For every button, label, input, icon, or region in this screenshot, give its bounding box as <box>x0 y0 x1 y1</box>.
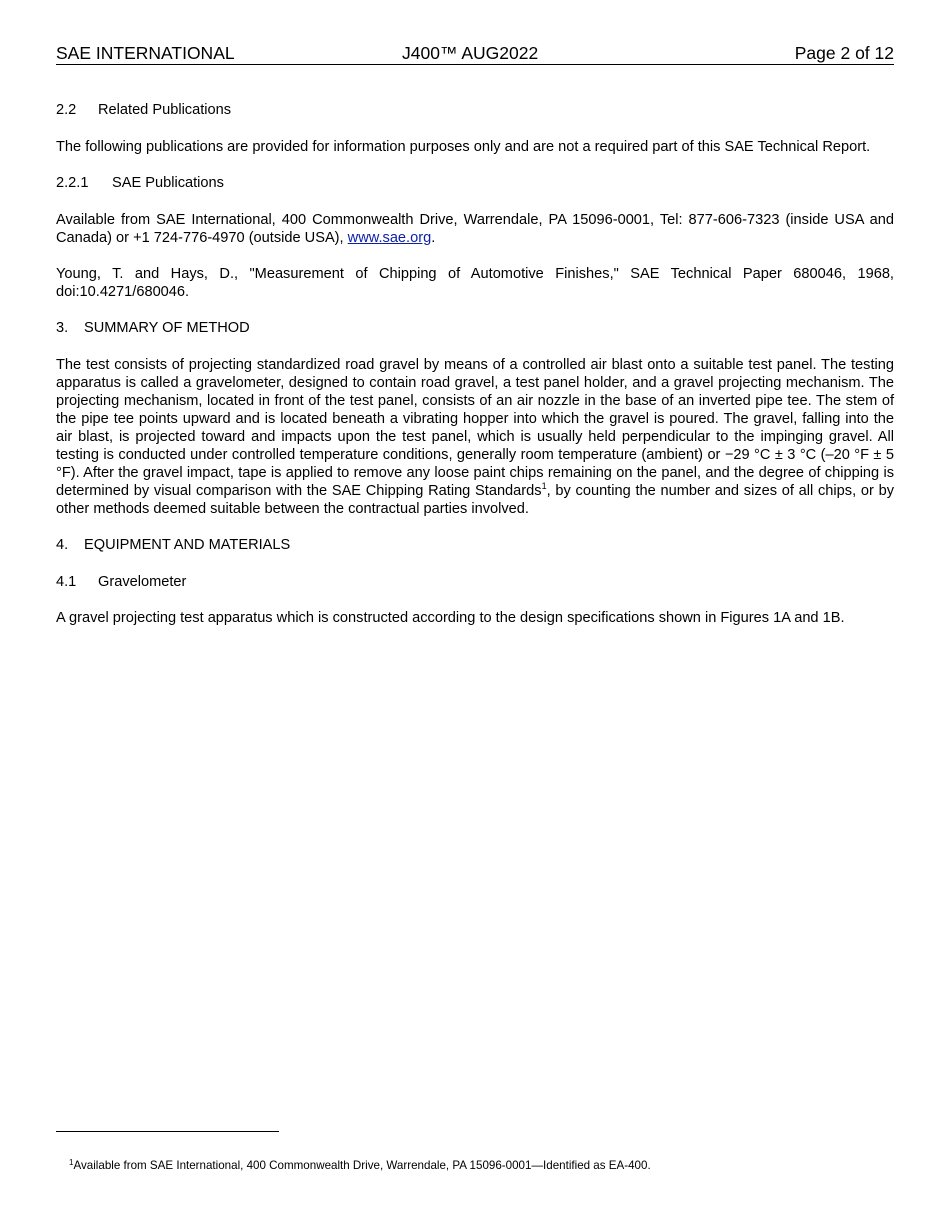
header-organization: SAE INTERNATIONAL <box>56 43 235 63</box>
page-header <box>56 42 894 65</box>
footnote-divider <box>56 1131 279 1132</box>
section-number: 4.1 <box>56 574 77 590</box>
section-2-2-heading <box>56 101 894 119</box>
summary-text-end: , by counting the number and sizes of all chips, or by other methods deemed suitable between the contractual parties involved. <box>56 483 895 517</box>
section-4-heading <box>56 536 894 554</box>
header-page-number: Page 2 of 12 <box>794 43 894 63</box>
sae-website-link[interactable]: www.sae.org <box>347 230 432 246</box>
section-4-1-paragraph: A gravel projecting test apparatus which is constructed according to the design specifications shown in Figures 1A and 1B. <box>56 610 845 626</box>
availability-end: . <box>431 230 436 246</box>
section-title: Gravelometer <box>98 574 187 590</box>
availability-text: Available from SAE International, 400 Commonwealth Drive, Warrendale, PA 15096-0001, Tel: 877-606-7323 (inside USA and Canada) or +1 724-776-4970 (outside USA), <box>56 212 894 246</box>
sae-availability-paragraph <box>56 211 894 247</box>
section-title: SAE Publications <box>112 175 224 191</box>
section-title: Related Publications <box>98 102 232 118</box>
footnote-reference[interactable]: 1 <box>541 481 547 491</box>
section-number: 2.2.1 <box>56 175 89 191</box>
summary-text: The test consists of projecting standardized road gravel by means of a controlled air blast onto a suitable test panel. The testing apparatus is called a gravelometer, designed to contain road gravel, a test panel holder, and a gravel projecting mechanism. The projecting mechanism, located in front of the test panel, consists of an air nozzle in the base of an inverted pipe tee. The stem of the pipe tee points upward and is located beneath a vibrating hopper into which the gravel is poured. The gravel, falling into the air blast, is projected toward and impacts upon the test panel, which is usually held perpendicular to the impinging gravel. All testing is conducted under controlled temperature conditions, generally room temperature (ambient) or −29 °C ± 3 °C (–20 °F ± 5 °F). After the gravel impact, tape is applied to remove any loose paint chips remaining on the panel, and the degree of chipping is determined by visual comparison with the SAE Chipping Rating Standards <box>56 357 894 499</box>
section-2-2-1-heading <box>56 174 894 192</box>
footnote <box>69 1159 651 1173</box>
section-3-heading <box>56 319 894 337</box>
section-title: SUMMARY OF METHOD <box>84 320 250 336</box>
footnote-text: Available from SAE International, 400 Commonwealth Drive, Warrendale, PA 15096-0001—Identified as EA-400. <box>73 1159 651 1172</box>
section-4-1-heading <box>56 573 894 591</box>
footnote-mark: 1 <box>69 1158 74 1167</box>
section-number: 2.2 <box>56 102 77 118</box>
section-title: EQUIPMENT AND MATERIALS <box>84 537 291 553</box>
section-number: 3. <box>56 320 69 336</box>
page-content <box>56 101 894 627</box>
reference-young-hays: Young, T. and Hays, D., "Measurement of Chipping of Automotive Finishes," SAE Technical Paper 680046, 1968, doi:10.4271/680046. <box>56 266 894 300</box>
header-document-id: J400™ AUG2022 <box>402 43 539 63</box>
document-page <box>56 42 894 627</box>
section-2-2-paragraph: The following publications are provided for information purposes only and are not a required part of this SAE Technical Report. <box>56 139 871 155</box>
section-3-paragraph <box>56 356 894 518</box>
section-number: 4. <box>56 537 69 553</box>
